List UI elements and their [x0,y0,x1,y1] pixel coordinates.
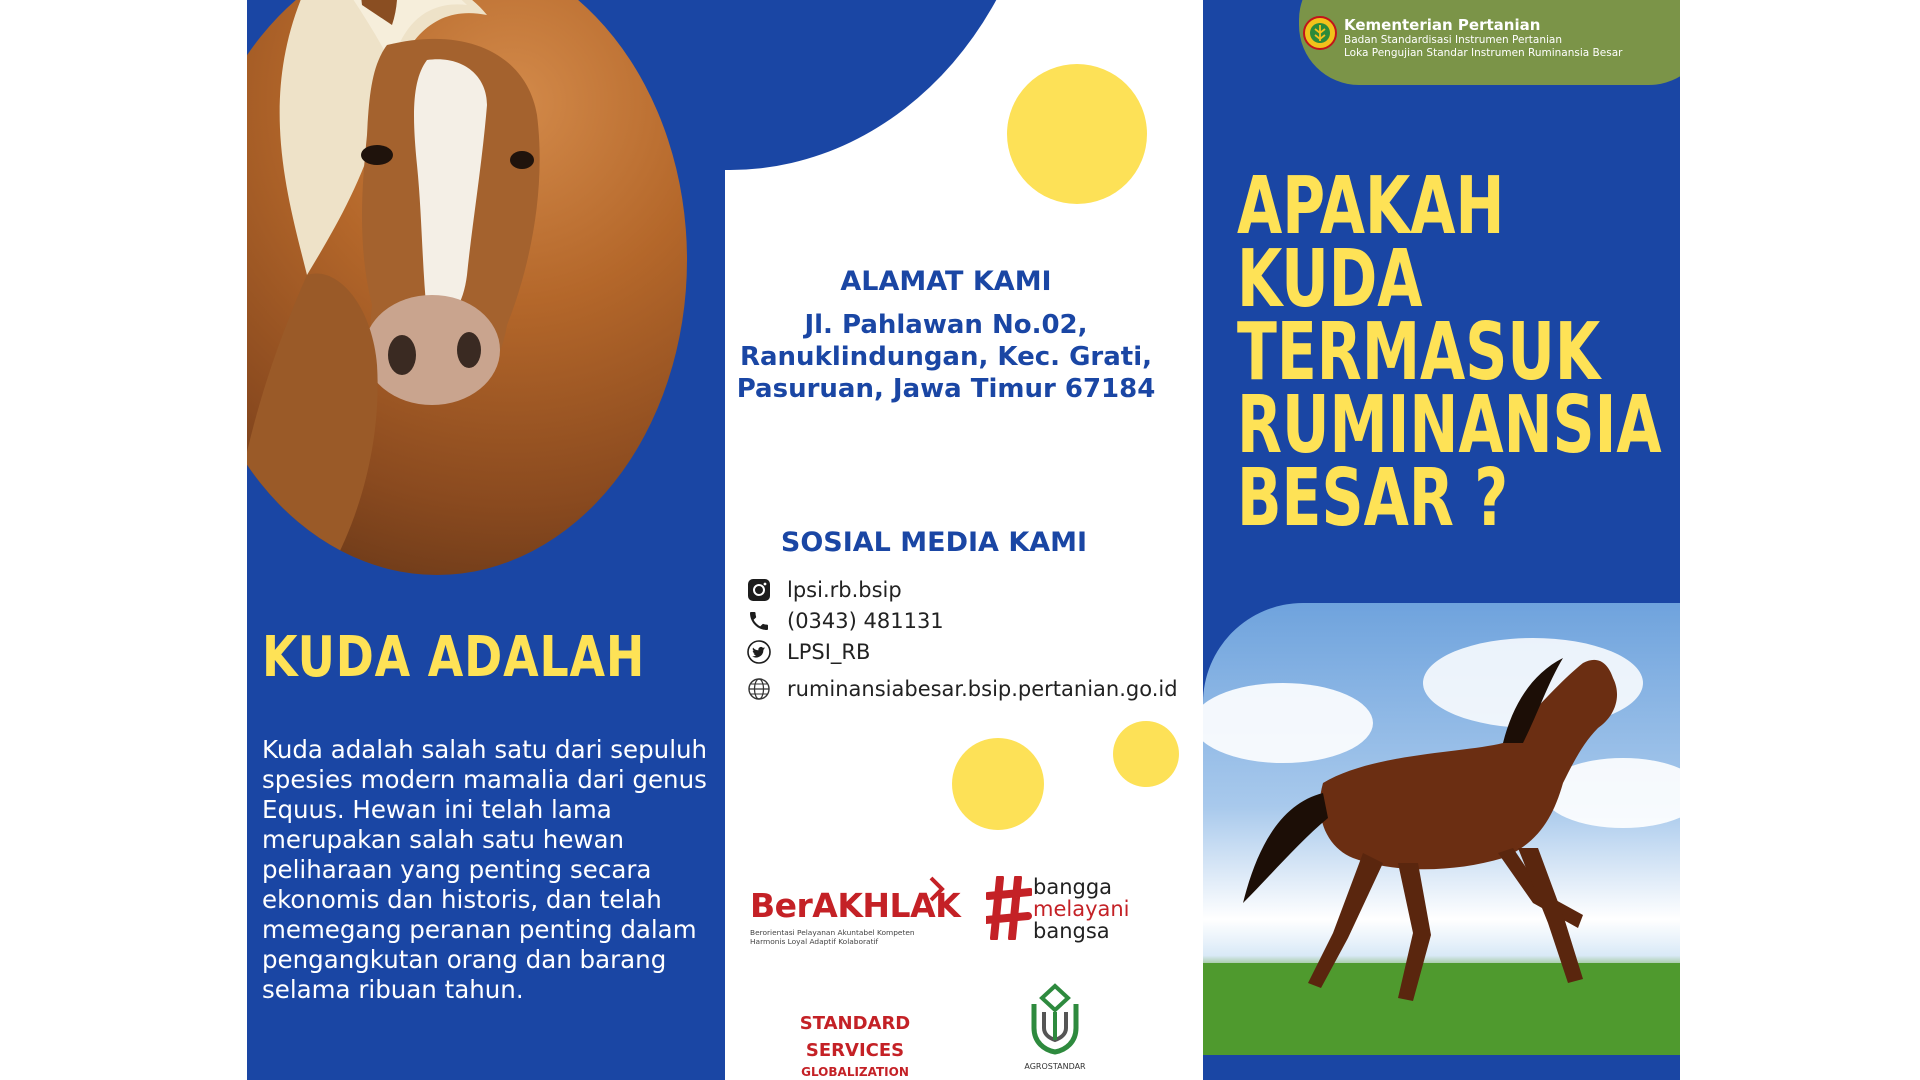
bangga-word: melayani [1033,897,1130,921]
question-line: APAKAH [1237,160,1505,252]
middle-panel [725,0,1203,1080]
decorative-yellow-circle [1007,64,1147,204]
agrostandar-label: AGROSTANDAR [1024,1062,1086,1071]
address-block [725,309,1185,405]
instagram-handle: lpsi.rb.bsip [787,578,902,602]
bangga-melayani-bangsa-logo [986,876,1146,946]
website-url: ruminansiabesar.bsip.pertanian.go.id [787,677,1178,701]
berakhlak-logo [750,876,961,951]
address-line: Ranuklindungan, Kec. Grati, [739,342,1153,372]
running-horse-photo [1203,603,1680,1055]
globe-icon [747,677,771,701]
decorative-yellow-circle [952,738,1044,830]
ministry-text [1344,16,1622,60]
bottom-strip [1203,1055,1680,1080]
decorative-yellow-circle [1113,721,1179,787]
phone-icon [747,609,771,633]
hashtag-icon [986,876,1032,940]
left-panel [247,0,725,1080]
bangga-word: bangga [1033,875,1113,899]
berakhlak-subtitle-line: Harmonis Loyal Adaptif Kolaboratif [750,936,879,946]
twitter-handle: LPSI_RB [787,640,871,664]
berakhlak-subtitle [750,929,950,946]
instagram-icon [747,578,771,602]
question-line: KUDA [1237,233,1423,325]
twitter-icon [747,640,771,664]
bangga-word: bangsa [1033,919,1110,943]
agrostandar-logo [1020,982,1090,1071]
contact-twitter[interactable] [747,638,870,666]
question-line: RUMINANSIA [1237,379,1662,471]
standard-line: SERVICES [805,1040,905,1061]
contact-instagram[interactable] [747,576,902,604]
ministry-unit: Loka Pengujian Standar Instrumen Ruminansia Besar [1344,47,1623,59]
horse-head-photo [247,0,687,575]
address-line: Jl. Pahlawan No.02, [804,310,1088,340]
question-line: TERMASUK [1237,306,1601,398]
question-heading [1237,160,1680,544]
ministry-emblem-icon [1303,16,1337,50]
contact-phone[interactable] [747,607,944,635]
section-heading: KUDA ADALAH [262,625,646,690]
contact-website[interactable] [747,675,1178,703]
phone-number: (0343) 481131 [787,609,944,633]
standard-services-logo [785,1010,925,1080]
standard-line: STANDARD [799,1013,911,1034]
ministry-name: Kementerian Pertanian [1344,16,1541,34]
social-media-title: SOSIAL MEDIA KAMI [780,527,1088,558]
question-line: BESAR ? [1237,452,1509,544]
address-line: Pasuruan, Jawa Timur 67184 [736,374,1156,404]
address-title: ALAMAT KAMI [840,266,1052,297]
standard-line: GLOBALIZATION [801,1065,909,1079]
berakhlak-title: BerAKHLAK [750,886,961,925]
decorative-blue-blob [725,0,1045,170]
right-panel [1203,0,1680,1080]
agrostandar-emblem-icon [1026,982,1084,1056]
berakhlak-subtitle-line: Berorientasi Pelayanan Akuntabel Kompeten [750,928,915,937]
ministry-agency: Badan Standardisasi Instrumen Pertanian [1344,34,1562,46]
description-paragraph: Kuda adalah salah satu dari sepuluh spesies modern mamalia dari genus Equus. Hewan ini telah lama merupakan salah satu hewan peliharaan yang penting secara ekonomis dan historis, dan telah memegang peranan penting dalam pengangkutan orang dan barang selama ribuan tahun. [262,735,708,1004]
